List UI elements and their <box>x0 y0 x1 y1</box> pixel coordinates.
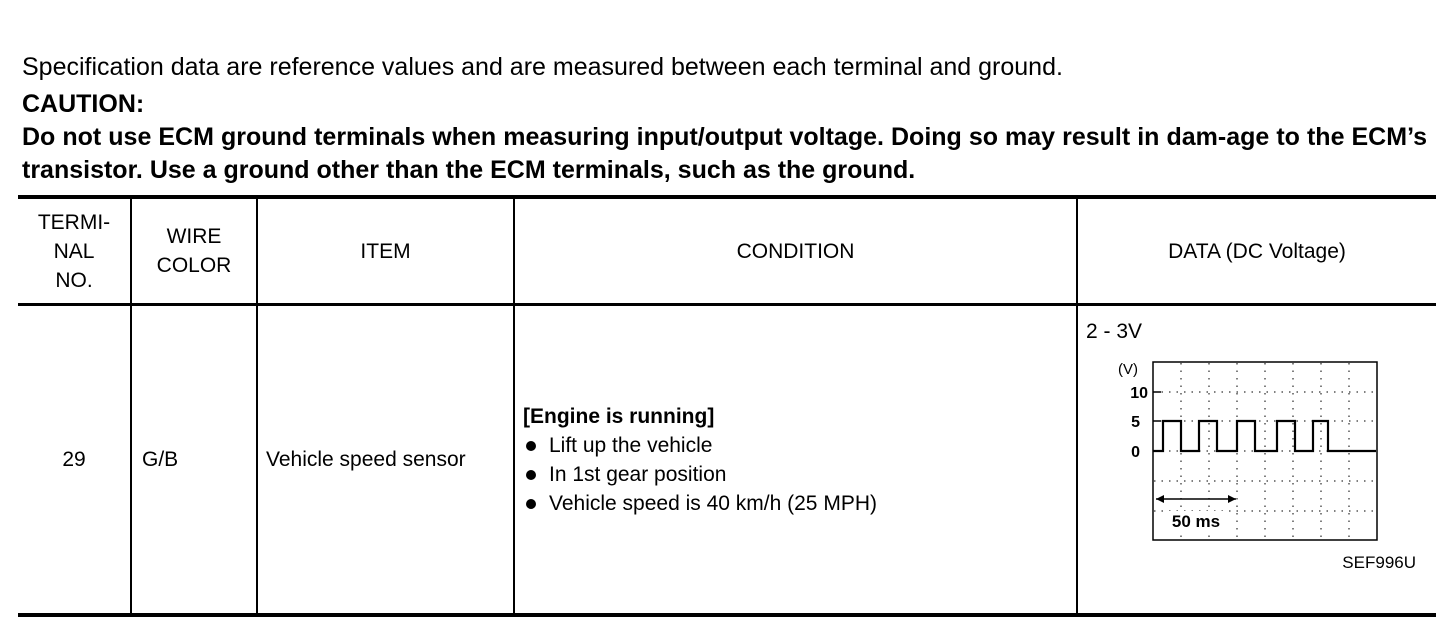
wire-color: G/B <box>131 305 257 616</box>
oscilloscope-waveform <box>1104 350 1394 550</box>
scope-tick: 5 <box>1131 414 1140 431</box>
scope-unit: (V) <box>1118 361 1138 378</box>
data-cell <box>1077 305 1436 616</box>
arrow-left-icon <box>1156 495 1164 503</box>
caution-heading: CAUTION: <box>22 90 145 118</box>
condition-item: Vehicle speed is 40 km/h (25 MPH) <box>523 489 1076 518</box>
figure-code: SEF996U <box>1342 553 1416 572</box>
condition-item: Lift up the vehicle <box>523 431 1076 460</box>
condition-title: [Engine is running] <box>523 404 715 428</box>
scope-tick: 0 <box>1131 444 1140 461</box>
time-label: 50 ms <box>1171 512 1221 531</box>
header-wire-color: WIRE COLOR <box>131 197 257 305</box>
bullet-icon <box>526 441 536 451</box>
intro-text: Specification data are reference values and are measured between each terminal and ground. <box>22 53 1063 81</box>
condition-list <box>523 431 1076 518</box>
caution-text: Do not use ECM ground terminals when measuring input/output voltage. Doing so may result in dam-age to the ECM’s transistor. Use a ground other than the ECM terminals, such as the ground. <box>22 123 1427 184</box>
bullet-icon <box>526 499 536 509</box>
condition-item: In 1st gear position <box>523 460 1076 489</box>
table-header-row <box>18 197 1436 305</box>
item-name: Vehicle speed sensor <box>257 305 514 616</box>
header-item: ITEM <box>257 197 514 305</box>
header-condition: CONDITION <box>514 197 1077 305</box>
header-data: DATA (DC Voltage) <box>1077 197 1436 305</box>
terminal-spec-table <box>18 195 1436 617</box>
terminal-number: 29 <box>18 305 131 616</box>
data-value: 2 - 3V <box>1086 320 1143 343</box>
header-terminal-no: TERMI- NAL NO. <box>18 197 131 305</box>
table-row <box>18 305 1436 616</box>
scope-tick: 10 <box>1130 385 1148 402</box>
arrow-right-icon <box>1228 495 1236 503</box>
condition-cell <box>514 305 1077 616</box>
bullet-icon <box>526 470 536 480</box>
